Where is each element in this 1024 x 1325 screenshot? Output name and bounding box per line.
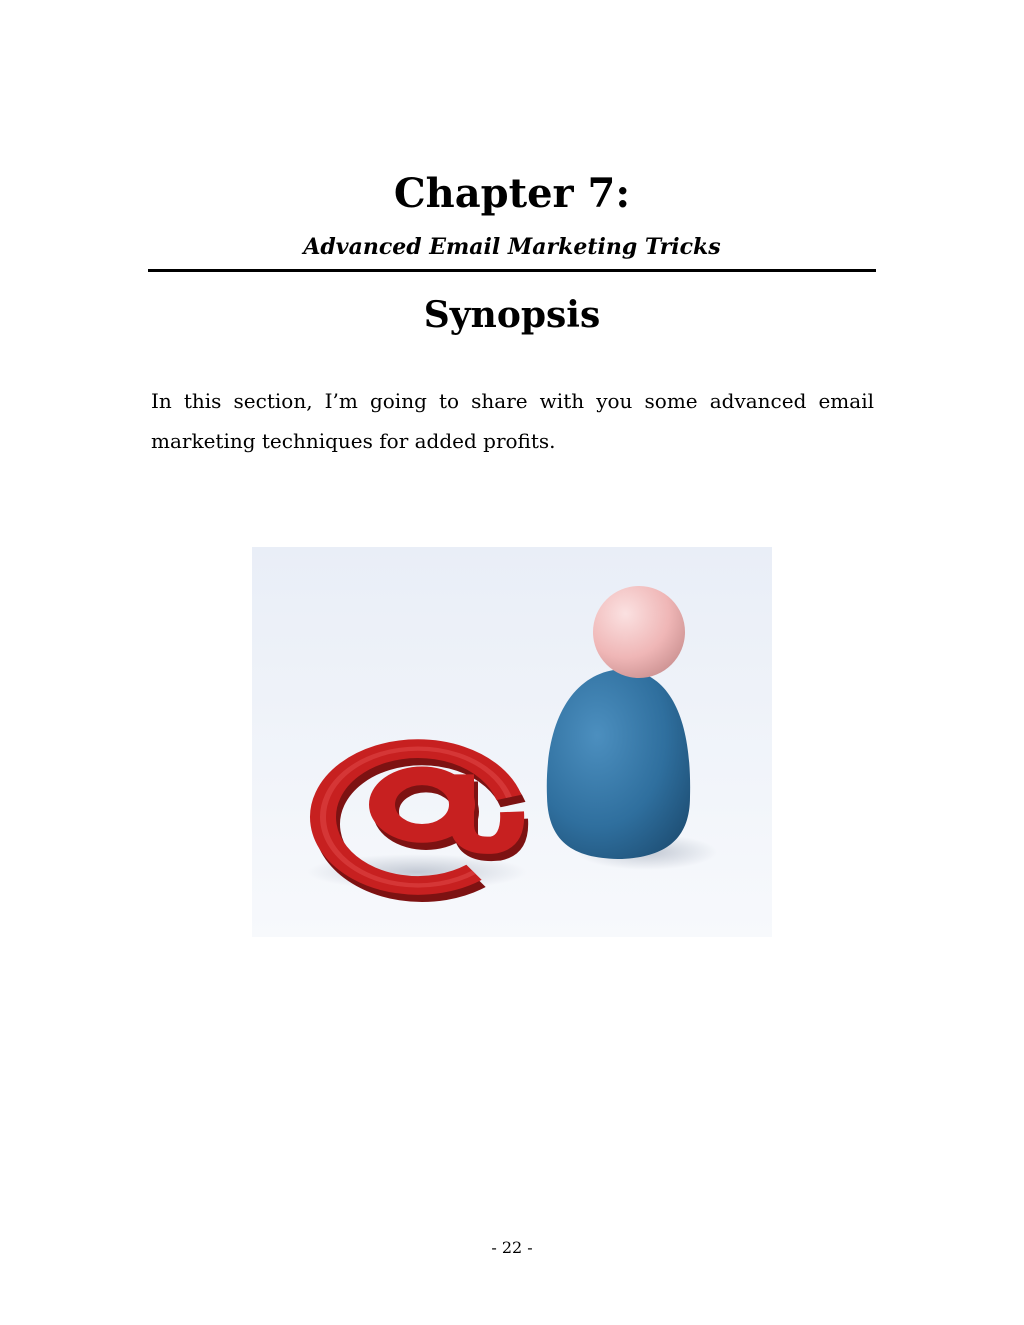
email-user-illustration [252,547,772,937]
section-heading: Synopsis [423,294,601,336]
title-divider [148,269,876,272]
figure-head [593,586,685,678]
chapter-subtitle: Advanced Email Marketing Tricks [303,234,721,260]
synopsis-paragraph: In this section, I’m going to share with you some advanced email marketing techniques for added profits. [151,389,874,453]
chapter-title: Chapter 7: [393,170,631,217]
page-number: - 22 - [491,1238,533,1257]
